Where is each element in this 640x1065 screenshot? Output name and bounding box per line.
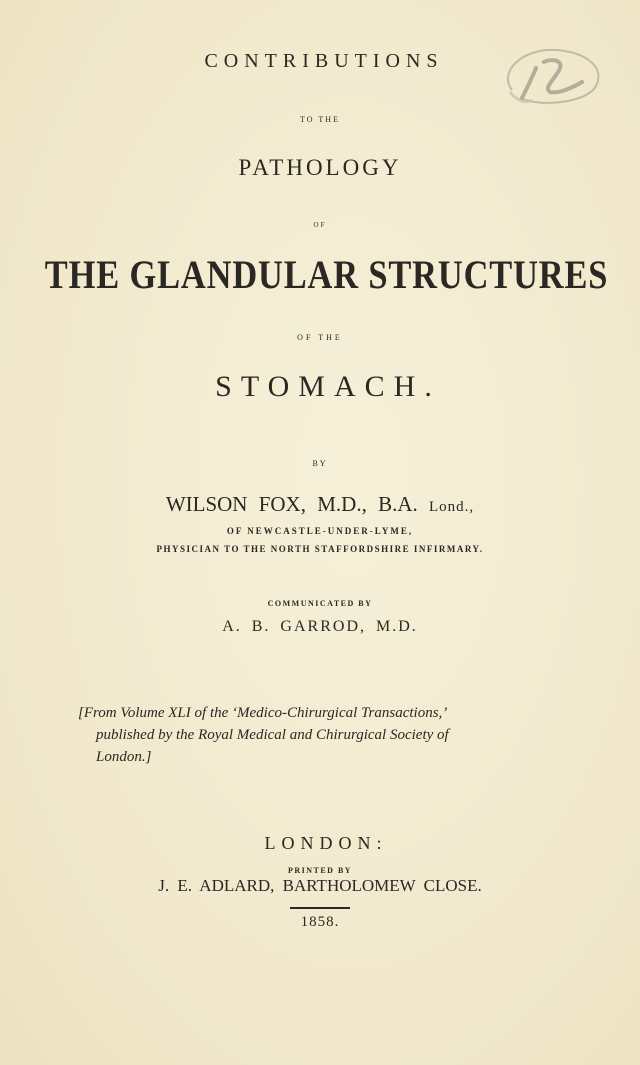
main-title: THE GLANDULAR STRUCTURES [44, 252, 609, 297]
source-line: London.] [96, 749, 152, 765]
author-name: WILSON FOX, M.D., B.A. [165, 492, 418, 516]
to-the-label: TO THE [300, 115, 340, 124]
communicator-name: A. B. GARROD, M.D. [222, 618, 418, 635]
publication-year: 1858. [300, 914, 340, 930]
source-line: published by the Royal Medical and Chirurgical Society of [96, 727, 449, 743]
contributions-heading: CONTRIBUTIONS [204, 50, 444, 72]
communicated-by-label: COMMUNICATED BY [267, 599, 373, 608]
author-degree: Lond., [429, 499, 475, 515]
source-note [78, 702, 578, 768]
pathology-heading: PATHOLOGY [238, 155, 402, 180]
printed-by-label: PRINTED BY [287, 866, 353, 875]
city-heading: LONDON: [264, 833, 388, 853]
author-line [0, 492, 640, 517]
of-the-label: OF THE [297, 333, 343, 342]
by-label: BY [312, 459, 328, 468]
of-label: OF [313, 221, 327, 229]
divider-rule [290, 907, 350, 909]
author-place: OF NEWCASTLE-UNDER-LYME, [226, 526, 414, 536]
printer-imprint: J. E. ADLARD, BARTHOLOMEW CLOSE. [158, 876, 482, 895]
source-line: [From Volume XLI of the ‘Medico-Chirurgical Transactions,’ [78, 705, 448, 721]
stomach-heading: STOMACH. [215, 370, 441, 403]
author-position: PHYSICIAN TO THE NORTH STAFFORDSHIRE INFIRMARY. [156, 544, 484, 554]
handwritten-stamp [492, 42, 612, 112]
